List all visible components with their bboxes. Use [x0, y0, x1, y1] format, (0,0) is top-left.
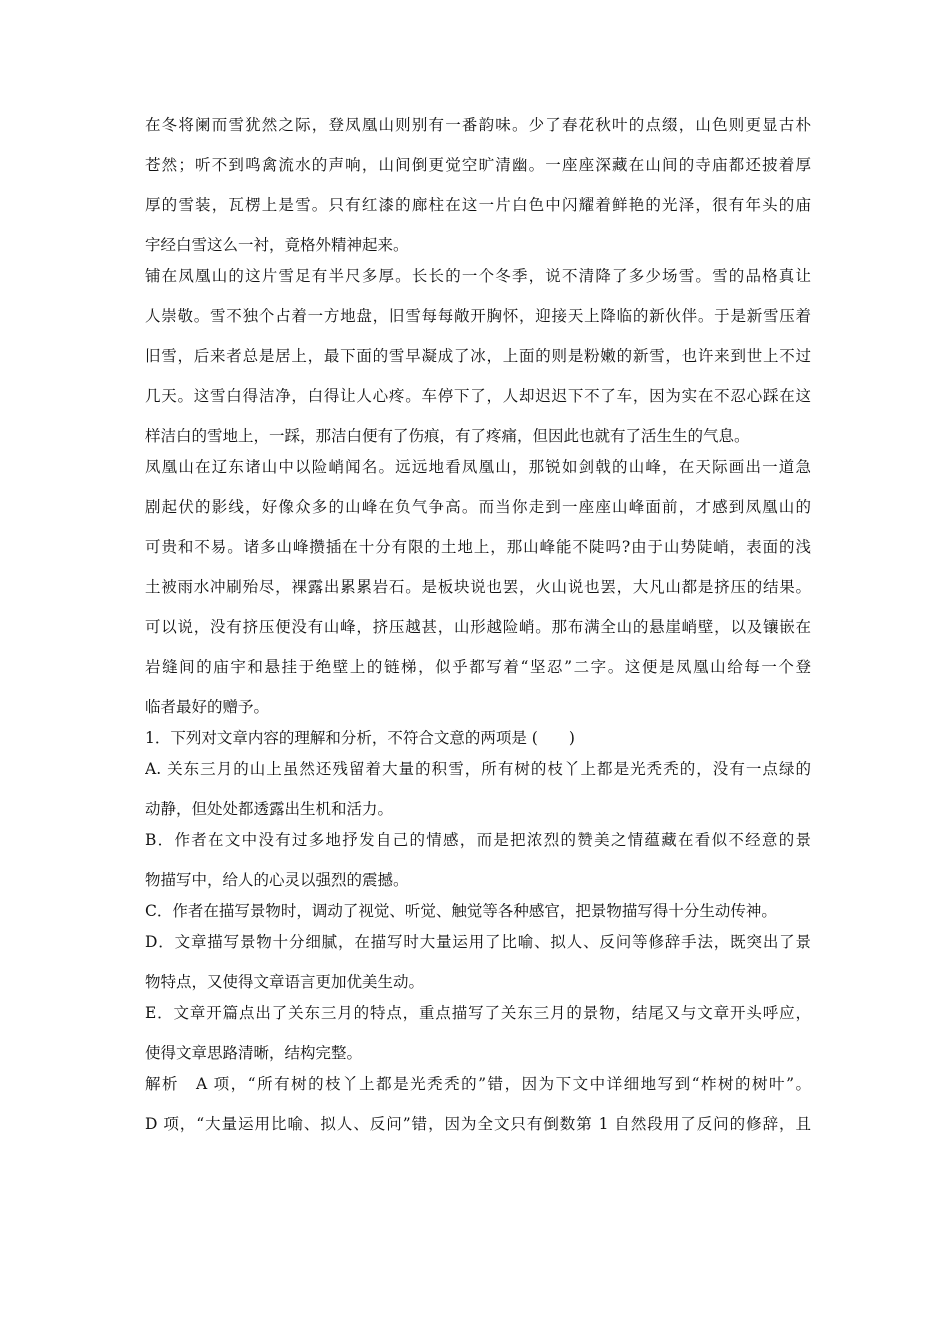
paragraph-line: 岩缝间的庙宇和悬挂于绝壁上的链梯，似乎都写着“坚忍”二字。这便是凤凰山给每一个登: [145, 658, 811, 676]
option-line: E．文章开篇点出了关东三月的特点，重点描写了关东三月的景物，结尾又与文章开头呼应，: [145, 1004, 811, 1022]
option-d: [145, 932, 811, 992]
option-line: C．作者在描写景物时，调动了视觉、听觉、触觉等各种感官，把景物描写得十分生动传神。: [145, 902, 777, 920]
analysis-line: 解析 A 项，“所有树的枝丫上都是光秃秃的”错，因为下文中详细地写到“柞树的树叶”。: [145, 1075, 811, 1093]
paragraph-line: 可贵和不易。诸多山峰攒插在十分有限的土地上，那山峰能不陡吗?由于山势陡峭，表面的浅: [145, 538, 811, 556]
paragraph-line: 人崇敬。雪不独个占着一方地盘，旧雪每每敞开胸怀，迎接天上降临的新伙伴。于是新雪压着: [145, 307, 811, 325]
paragraph-line: 宇经白雪这么一衬，竟格外精神起来。: [145, 236, 409, 254]
option-a: [145, 759, 811, 819]
paragraph-line: 凤凰山在辽东诸山中以险峭闻名。远远地看凤凰山，那锐如剑戟的山峰，在天际画出一道急: [145, 458, 811, 476]
option-line: 物描写中，给人的心灵以强烈的震撼。: [145, 871, 409, 889]
paragraph-line: 苍然；听不到鸣禽流水的声响，山间倒更觉空旷清幽。一座座深藏在山间的寺庙都还披着厚: [145, 156, 811, 174]
document-page: [145, 115, 811, 1134]
paragraph-line: 可以说，没有挤压便没有山峰，挤压越甚，山形越险峭。那布满全山的悬崖峭壁，以及镶嵌在: [145, 618, 811, 636]
analysis-line: D 项，“大量运用比喻、拟人、反问”错，因为全文只有倒数第 1 自然段用了反问的修辞，且: [145, 1115, 811, 1133]
paragraph-line: 土被雨水冲刷殆尽，裸露出累累岩石。是板块说也罢，火山说也罢，大凡山都是挤压的结果。: [145, 578, 811, 596]
paragraph-line: 铺在凤凰山的这片雪足有半尺多厚。长长的一个冬季，说不清降了多少场雪。雪的品格真让: [145, 267, 811, 285]
paragraph-line: 厚的雪装，瓦楞上是雪。只有红漆的廊柱在这一片白色中闪耀着鲜艳的光泽，很有年头的庙: [145, 196, 811, 214]
option-b: [145, 830, 811, 890]
paragraph-line: 旧雪，后来者总是居上，最下面的雪早凝成了冰，上面的则是粉嫩的新雪，也许来到世上不过: [145, 347, 811, 365]
analysis-block: [145, 1074, 811, 1134]
paragraph-line: 临者最好的赠予。: [145, 698, 270, 716]
paragraph-1: [145, 115, 811, 255]
paragraph-line: 几天。这雪白得洁净，白得让人心疼。车停下了，人却迟迟下不了车，因为实在不忍心踩在这: [145, 387, 811, 405]
option-e: [145, 1003, 811, 1063]
question-block: [145, 728, 811, 1063]
option-line: 动静，但处处都透露出生机和活力。: [145, 800, 394, 818]
paragraph-2: [145, 266, 811, 446]
option-line: 使得文章思路清晰，结构完整。: [145, 1044, 363, 1062]
option-c: [145, 901, 811, 921]
paragraph-3: [145, 457, 811, 717]
option-line: D．文章描写景物十分细腻，在描写时大量运用了比喻、拟人、反问等修辞手法，既突出了景: [145, 933, 811, 951]
paragraph-line: 在冬将阑而雪犹然之际，登凤凰山则别有一番韵味。少了春花秋叶的点缀，山色则更显古朴: [145, 116, 811, 134]
option-line: 物特点，又使得文章语言更加优美生动。: [145, 973, 425, 991]
option-line: A. 关东三月的山上虽然还残留着大量的积雪，所有树的枝丫上都是光秃秃的，没有一点绿的: [145, 760, 811, 778]
paragraph-line: 样洁白的雪地上，一踩，那洁白便有了伤痕，有了疼痛，但因此也就有了活生生的气息。: [145, 427, 750, 445]
option-line: B．作者在文中没有过多地抒发自己的情感，而是把浓烈的赞美之情蕴藏在看似不经意的景: [145, 831, 811, 849]
question-stem: 1．下列对文章内容的理解和分析，不符合文意的两项是 ( ): [145, 729, 575, 747]
paragraph-line: 剧起伏的影线，好像众多的山峰在负气争高。而当你走到一座座山峰面前，才感到凤凰山的: [145, 498, 811, 516]
